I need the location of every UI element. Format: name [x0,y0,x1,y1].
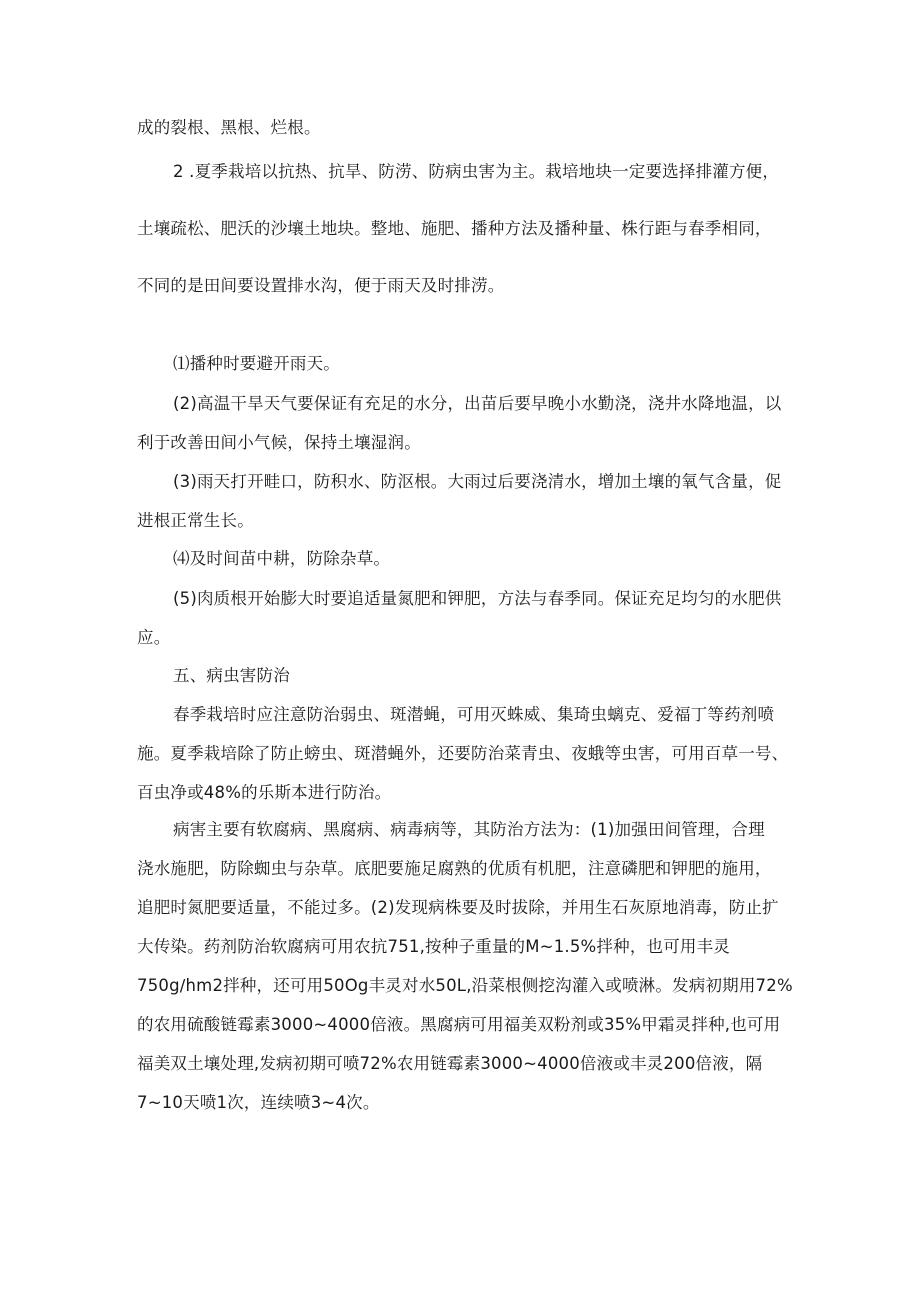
text-line: 大传染。药剂防治软腐病可用农抗751,按种子重量的M~1.5%拌种，也可用丰灵 [137,937,731,956]
text-line: 百虫净或48%的乐斯本进行防治。 [137,783,392,802]
text-line: ⑷及时间苗中耕，防除杂草。 [173,549,391,568]
section-heading: 五、病虫害防治 [173,666,290,685]
text-line: 的农用硫酸链霉素3000~4000倍液。黑腐病可用福美双粉剂或35%甲霜灵拌种,也可用 [137,1015,781,1034]
text-line: 病害主要有软腐病、黑腐病、病毒病等，其防治方法为：(1)加强田间管理，合理 [173,820,765,839]
text-line: (2)高温干旱天气要保证有充足的水分，出苗后要早晚小水勤浇，浇井水降地温，以 [173,394,782,413]
text-line: 土壤疏松、肥沃的沙壤土地块。整地、施肥、播种方法及播种量、株行距与春季相同， [137,219,772,238]
text-line: (5)肉质根开始膨大时要追适量氮肥和钾肥，方法与春季同。保证充足均匀的水肥供 [173,589,782,608]
text-line: ⑴播种时要避开雨天。 [173,354,340,373]
text-line: 追肥时氮肥要适量，不能过多。(2)发现病株要及时拔除，并用生石灰原地消毒，防止扩 [137,898,779,917]
text-line: 进根正常生长。 [137,511,254,530]
text-line: 施。夏季栽培除了防止螃虫、斑潜蝇外，还要防治菜青虫、夜蛾等虫害，可用百草一号、 [137,744,789,763]
text-line: 2 .夏季栽培以抗热、抗旱、防涝、防病虫害为主。栽培地块一定要选择排灌方便， [173,162,780,181]
text-line: 利于改善田间小气候，保持土壤湿润。 [137,433,421,452]
text-line: 福美双土壤处理,发病初期可喷72%农用链霉素3000~4000倍液或丰灵200倍液，隔 [137,1054,763,1073]
text-line: 浇水施肥，防除蜘虫与杂草。底肥要施足腐熟的优质有机肥，注意磷肥和钾肥的施用， [137,859,772,878]
text-line: 7~10天喷1次，连续喷3~4次。 [137,1093,380,1112]
text-line: (3)雨天打开畦口，防积水、防沤根。大雨过后要浇清水，增加土壤的氧气含量，促 [173,472,782,491]
text-line: 春季栽培时应注意防治弱虫、斑潜蝇，可用灭蛛威、集琦虫螭克、爱福丁等药剂喷 [173,705,775,724]
text-line: 750g∕hm2拌种，还可用50Og丰灵对水50L,沿菜根侧挖沟灌入或喷淋。发病初期用72% [137,976,793,995]
text-line: 成的裂根、黑根、烂根。 [137,118,321,137]
text-line: 不同的是田间要设置排水沟，便于雨天及时排涝。 [137,276,505,295]
text-line: 应。 [137,628,171,647]
